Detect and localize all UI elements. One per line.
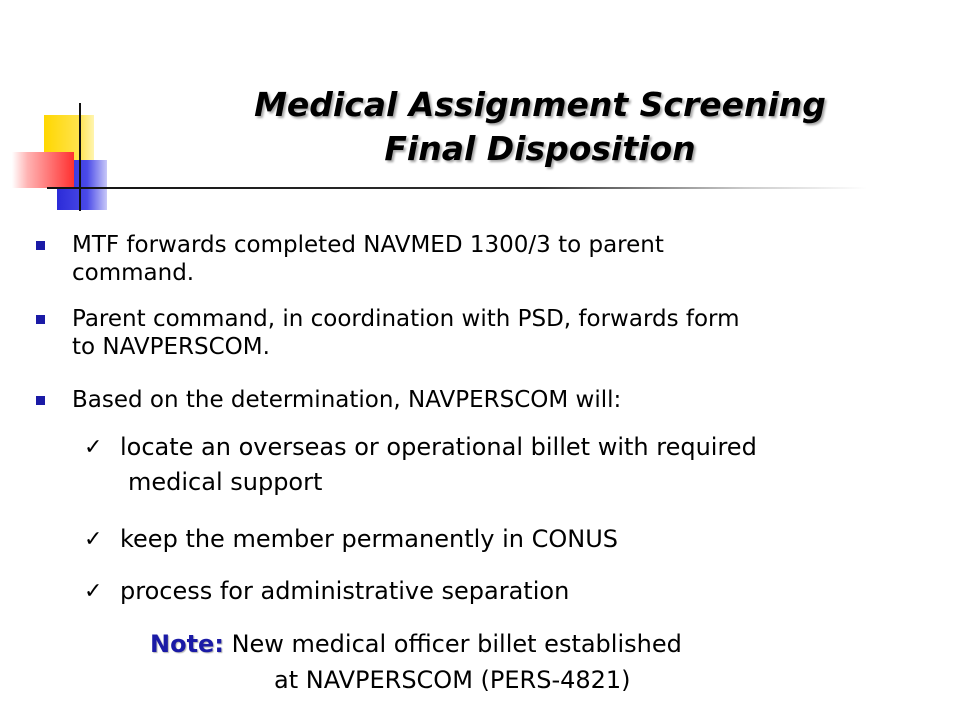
square-bullet-icon [36,396,45,405]
note-line-2: at NAVPERSCOM (PERS-4821) [274,666,631,694]
slide-title [140,83,940,171]
check-item [84,430,940,500]
bullet-item [72,386,942,414]
check-line-1: process for administrative separation [120,577,570,605]
bullet-line-1: Parent command, in coordination with PSD, forwards form [72,306,740,332]
bullet-line-1: Based on the determination, NAVPERSCOM will: [72,387,622,413]
square-bullet-icon [36,241,45,250]
bullet-line-1: MTF forwards completed NAVMED 1300/3 to parent [72,232,664,258]
note-label: Note: [150,630,224,658]
checkmark-icon: ✓ [84,579,103,604]
checkmark-icon: ✓ [84,527,103,552]
title-line-2: Final Disposition [384,129,696,168]
square-bullet-icon [36,315,45,324]
bullet-item [72,305,942,361]
vertical-rule [79,103,81,211]
bullet-line-2: to NAVPERSCOM. [72,334,270,360]
red-bar [12,152,74,188]
check-line-1: keep the member permanently in CONUS [120,525,619,553]
check-item [84,522,940,557]
bullet-line-2: command. [72,260,195,286]
checkmark-icon: ✓ [84,435,103,460]
note-block [150,626,682,698]
title-underline [47,187,867,189]
check-item [84,574,940,609]
bullet-item [72,231,942,287]
note-line-1: New medical officer billet established [231,630,682,658]
title-line-1: Medical Assignment Screening [254,85,826,124]
check-line-2: medical support [128,468,323,496]
check-line-1: locate an overseas or operational billet with required [120,433,757,461]
